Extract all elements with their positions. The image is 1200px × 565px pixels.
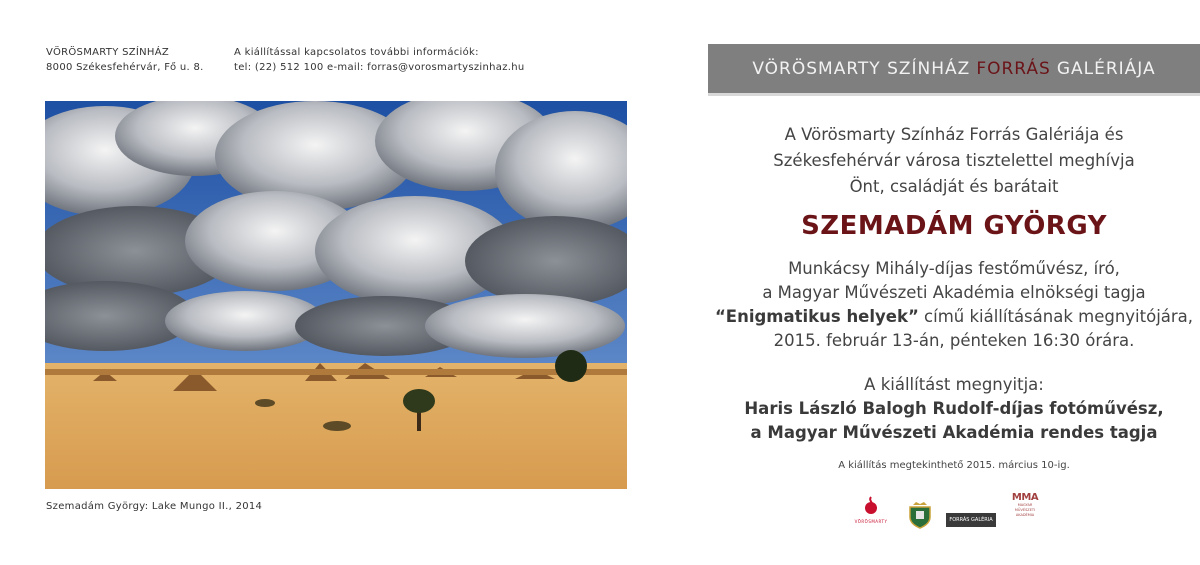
- invitation-line3: Önt, családját és barátait: [849, 177, 1059, 196]
- landscape-image: [45, 101, 627, 489]
- theatre-logo: [848, 495, 894, 527]
- opening-date: 2015. február 13-án, pénteken 16:30 órára.: [773, 331, 1135, 350]
- academy-logo-text: MAGYAR MŰVÉSZETI AKADÉMIA: [1014, 503, 1036, 517]
- banner-divider: [708, 93, 1200, 96]
- exhibition-line: [708, 305, 1200, 329]
- artist-desc2: a Magyar Művészeti Akadémia elnökségi tagja: [762, 283, 1146, 302]
- artist-desc1: Munkácsy Mihály-díjas festőművész, író,: [788, 259, 1120, 278]
- invitation-line2: Székesfehérvár városa tisztelettel meghívja: [773, 151, 1135, 170]
- banner-part1: VÖRÖSMARTY SZÍNHÁZ: [752, 58, 971, 79]
- clouds: [45, 101, 627, 358]
- photo-caption: Szemadám György: Lake Mungo II., 2014: [46, 501, 263, 512]
- opening-intro: A kiállítást megnyitja:: [864, 375, 1044, 394]
- gallery-logo: FORRÁS GALÉRIA: [946, 513, 996, 527]
- theatre-logo-text: VÖRÖSMARTY: [854, 519, 888, 524]
- exhibition-end-note: A kiállítás megtekinthető 2015. március 10-ig.: [838, 460, 1070, 471]
- invitation-text: [708, 122, 1200, 200]
- gallery-banner: [708, 44, 1200, 93]
- banner-part2: GALÉRIÁJA: [1056, 58, 1156, 79]
- opening-speaker: Haris László Balogh Rudolf-díjas fotóművész,: [744, 399, 1164, 418]
- opening-block: [708, 373, 1200, 445]
- academy-mark: MMA: [1011, 492, 1039, 503]
- exhibition-suffix: című kiállításának megnyitójára,: [918, 307, 1194, 326]
- info-label: A kiállítással kapcsolatos további információk:: [234, 47, 479, 58]
- org-address-block: [46, 45, 204, 75]
- exhibition-title: “Enigmatikus helyek”: [714, 307, 919, 326]
- city-crest-logo: [907, 501, 933, 529]
- contact-line: tel: (22) 512 100 e-mail: forras@vorosmartyszinhaz.hu: [234, 62, 525, 73]
- academy-logo: [1010, 492, 1040, 528]
- org-address: 8000 Székesfehérvár, Fő u. 8.: [46, 62, 204, 73]
- org-name: VÖRÖSMARTY SZÍNHÁZ: [46, 47, 170, 58]
- artist-name: SZEMADÁM GYÖRGY: [801, 211, 1107, 241]
- exhibition-photo: [45, 101, 627, 489]
- speaker-role: a Magyar Művészeti Akadémia rendes tagja: [750, 423, 1158, 442]
- theatre-flame-icon: [861, 495, 881, 515]
- artist-description: [708, 257, 1200, 353]
- contact-block: [234, 45, 525, 75]
- city-crest-icon: [907, 501, 933, 529]
- banner-accent: FORRÁS: [976, 58, 1051, 79]
- invitation-line1: A Vörösmarty Színház Forrás Galériája és: [784, 125, 1124, 144]
